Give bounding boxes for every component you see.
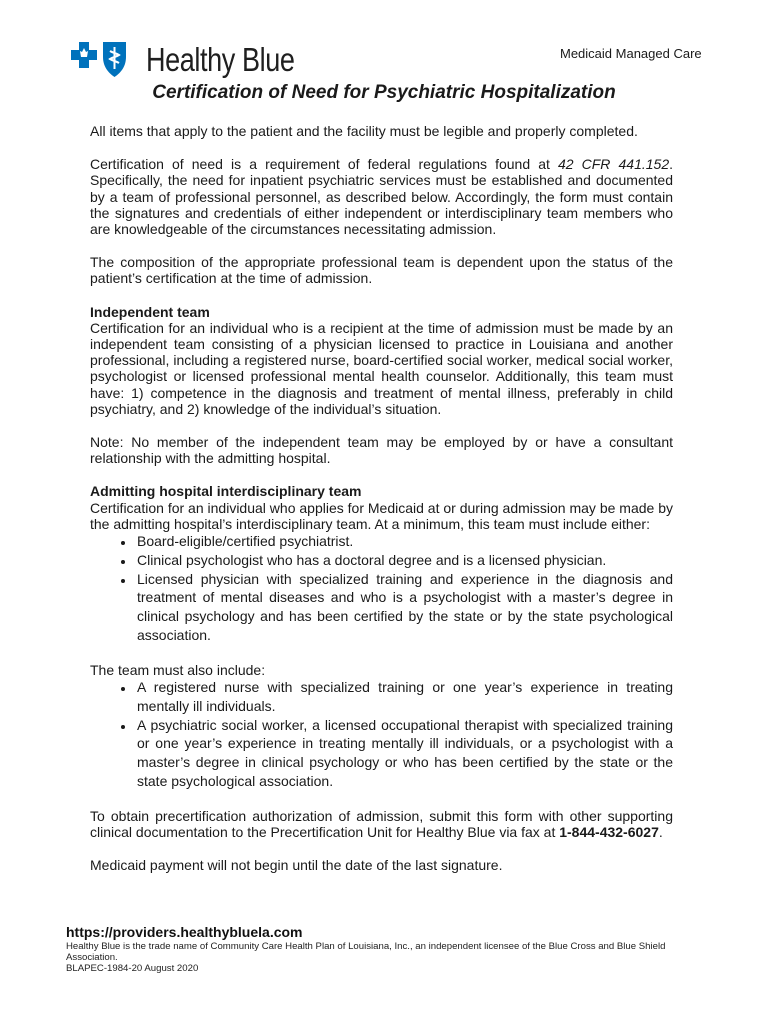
brand-name: Healthy Blue xyxy=(146,41,295,78)
document-code: BLAPEC-1984-20 August 2020 xyxy=(66,963,199,974)
list-item: • Board-eligible/certified psychiatrist. xyxy=(135,532,673,551)
trade-name-note: Healthy Blue is the trade name of Community Care Health Plan of Louisiana, Inc., an independent licensee of the Blue Cross and Blue Shield Association. xyxy=(66,941,666,963)
precert-paragraph xyxy=(90,808,673,840)
intro-paragraph: All items that apply to the patient and the facility must be legible and properly completed. xyxy=(90,123,638,139)
requirement-rest: . Specifically, the need for inpatient psychiatric services must be established and documented by a team of professional personnel, as described below. Accordingly, the form must contain the signatures and credentials of either independent or interdisciplinary team members who are knowledgeable of the circumstances necessitating admission. xyxy=(90,156,673,238)
note-paragraph: Note: No member of the independent team may be employed by or have a consultant relationship with the admitting hospital. xyxy=(90,434,673,467)
composition-paragraph: The composition of the appropriate professional team is dependent upon the status of the patient’s certification at the time of admission. xyxy=(90,254,673,287)
independent-team-paragraph: Certification for an individual who is a recipient at the time of admission must be made by an independent team consisting of a physician licensed to practice in Louisiana and another professional, including a registered nurse, board-certified social worker, medical social worker, psychologist or licensed professional mental health counselor. Additionally, this team must have: 1) competence in the diagnosis and treatment of mental illness, preferably in child psychiatry, and 2) knowledge of the individual’s situation. xyxy=(90,319,673,417)
payment-paragraph: Medicaid payment will not begin until the date of the last signature. xyxy=(90,857,503,874)
independent-team-heading: Independent team xyxy=(90,303,210,320)
precert-end: . xyxy=(658,824,663,841)
list-item: • A registered nurse with specialized training or one year’s experience in treating mentally ill individuals. xyxy=(135,678,673,716)
also-include-lead: The team must also include: xyxy=(90,661,266,678)
blue-cross-blue-shield-icon xyxy=(70,40,130,80)
requirement-paragraph xyxy=(90,156,673,237)
list-item: • Licensed physician with specialized training and experience in the diagnosis and treatment of mental diseases and who is a psychologist with a master’s degree in clinical psychology and has been certified by the state or by the state psychological association. xyxy=(135,570,673,645)
provider-website-link[interactable]: https://providers.healthybluela.com xyxy=(66,924,303,940)
requirement-lead: Certification of need is a requirement of federal regulations found at xyxy=(90,156,558,173)
admitting-team-list xyxy=(90,532,673,645)
also-include-list xyxy=(90,678,673,791)
list-item: • A psychiatric social worker, a licensed occupational therapist with specialized training or one year’s experience in treating mentally ill individuals, or a psychologist with a master’s degree in clinical psychology or who has been certified by the state or the state psychological association. xyxy=(135,716,673,791)
program-label: Medicaid Managed Care xyxy=(560,46,702,61)
document-body xyxy=(90,123,673,890)
admitting-team-paragraph: Certification for an individual who applies for Medicaid at or during admission may be made by the admitting hospital’s interdisciplinary team. At a minimum, this team must include either: xyxy=(90,499,673,532)
brand-logo xyxy=(70,40,327,80)
footer xyxy=(66,924,706,974)
document-title: Certification of Need for Psychiatric Hospitalization xyxy=(152,82,616,103)
precert-lead: To obtain precertification authorization of admission, submit this form with other supporting clinical documentation to the Precertification Unit for Healthy Blue via fax at xyxy=(90,807,673,841)
fax-number: 1-844-432-6027 xyxy=(559,824,659,841)
regulation-citation: 42 CFR 441.152 xyxy=(557,156,670,173)
list-item: • Clinical psychologist who has a doctoral degree and is a licensed physician. xyxy=(135,551,673,570)
admitting-team-heading: Admitting hospital interdisciplinary team xyxy=(90,483,362,500)
